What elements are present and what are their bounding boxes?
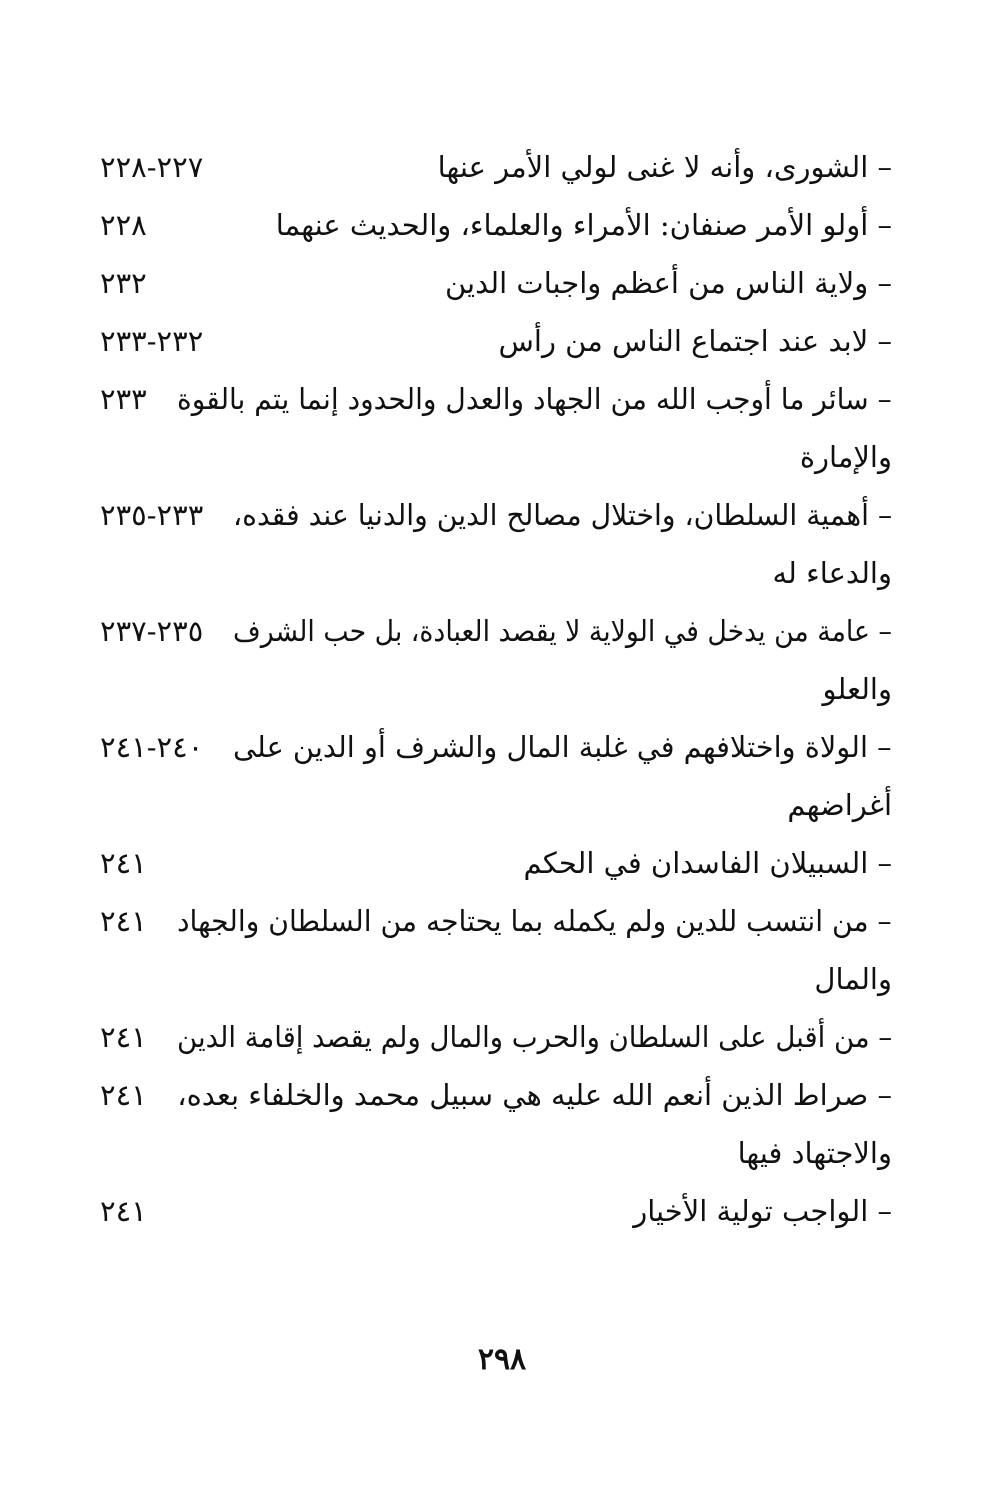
entry-page-range: ٢٢٧-٢٢٨ <box>100 150 204 184</box>
index-entry <box>100 312 892 370</box>
entry-line <box>100 370 892 428</box>
entry-line <box>100 834 892 892</box>
entry-line <box>100 1008 892 1066</box>
entry-page-range: ٢٣٢ <box>100 266 147 300</box>
entry-page-range: ٢٤١ <box>100 904 147 938</box>
index-entry <box>100 1008 892 1066</box>
entry-title-continuation: والمال <box>814 962 892 996</box>
index-entry <box>100 718 892 834</box>
entry-line <box>100 1182 892 1240</box>
index-entry <box>100 254 892 312</box>
entry-title: – عامة من يدخل في الولاية لا يقصد العبادة، بل حب الشرف <box>233 614 892 648</box>
entry-title-continuation: والاجتهاد فيها <box>737 1136 892 1170</box>
entry-title: – صراط الذين أنعم الله عليه هي سبيل محمد والخلفاء بعده، <box>177 1078 892 1112</box>
index-entry <box>100 138 892 196</box>
index-entry <box>100 892 892 1008</box>
entry-page-range: ٢٤١ <box>100 1020 147 1054</box>
index-entry <box>100 1182 892 1240</box>
entry-title: – الواجب تولية الأخيار <box>633 1194 892 1228</box>
entry-page-range: ٢٤١ <box>100 846 147 880</box>
entry-title-continuation: أغراضهم <box>787 788 892 822</box>
index-list <box>100 138 892 1240</box>
entry-line <box>100 718 892 776</box>
entry-title: – من أقبل على السلطان والحرب والمال ولم يقصد إقامة الدين <box>176 1020 892 1054</box>
entry-title-continuation: والدعاء له <box>772 556 892 590</box>
entry-page-range: ٢٣٣-٢٣٥ <box>100 498 204 532</box>
index-entry <box>100 196 892 254</box>
entry-line <box>100 312 892 370</box>
entry-page-range: ٢٢٨ <box>100 208 147 242</box>
entry-title: – السبيلان الفاسدان في الحكم <box>523 846 892 880</box>
entry-page-range: ٢٣٥-٢٣٧ <box>100 614 204 648</box>
entry-title: – الشورى، وأنه لا غنى لولي الأمر عنها <box>437 150 892 184</box>
entry-line <box>100 1124 892 1182</box>
entry-line <box>100 254 892 312</box>
entry-page-range: ٢٣٢-٢٣٣ <box>100 324 204 358</box>
entry-title: – أولو الأمر صنفان: الأمراء والعلماء، والحديث عنهما <box>275 208 892 242</box>
page-number: ٢٩٨ <box>477 1342 527 1377</box>
entry-title: – أهمية السلطان، واختلال مصالح الدين والدنيا عند فقده، <box>232 498 892 532</box>
entry-title: – لابد عند اجتماع الناس من رأس <box>498 324 892 358</box>
entry-line <box>100 486 892 544</box>
index-entry <box>100 370 892 486</box>
entry-line <box>100 544 892 602</box>
entry-line <box>100 196 892 254</box>
index-entry <box>100 1066 892 1182</box>
entry-page-range: ٢٣٣ <box>100 382 147 416</box>
entry-title: – من انتسب للدين ولم يكمله بما يحتاجه من السلطان والجهاد <box>177 904 892 938</box>
index-entry <box>100 834 892 892</box>
entry-title-continuation: والعلو <box>822 672 892 706</box>
entry-page-range: ٢٤١ <box>100 1194 147 1228</box>
index-entry <box>100 602 892 718</box>
entry-line <box>100 660 892 718</box>
entry-title: – سائر ما أوجب الله من الجهاد والعدل والحدود إنما يتم بالقوة <box>177 382 892 416</box>
entry-line <box>100 776 892 834</box>
entry-title-continuation: والإمارة <box>799 440 892 474</box>
entry-title: – ولاية الناس من أعظم واجبات الدين <box>444 266 892 300</box>
entry-page-range: ٢٤١ <box>100 1078 147 1112</box>
entry-line <box>100 1066 892 1124</box>
entry-line <box>100 950 892 1008</box>
entry-line <box>100 892 892 950</box>
entry-title: – الولاة واختلافهم في غلبة المال والشرف أو الدين على <box>233 730 892 764</box>
entry-line <box>100 602 892 660</box>
index-entry <box>100 486 892 602</box>
entry-line <box>100 138 892 196</box>
entry-page-range: ٢٤٠-٢٤١ <box>100 730 204 764</box>
entry-line <box>100 428 892 486</box>
